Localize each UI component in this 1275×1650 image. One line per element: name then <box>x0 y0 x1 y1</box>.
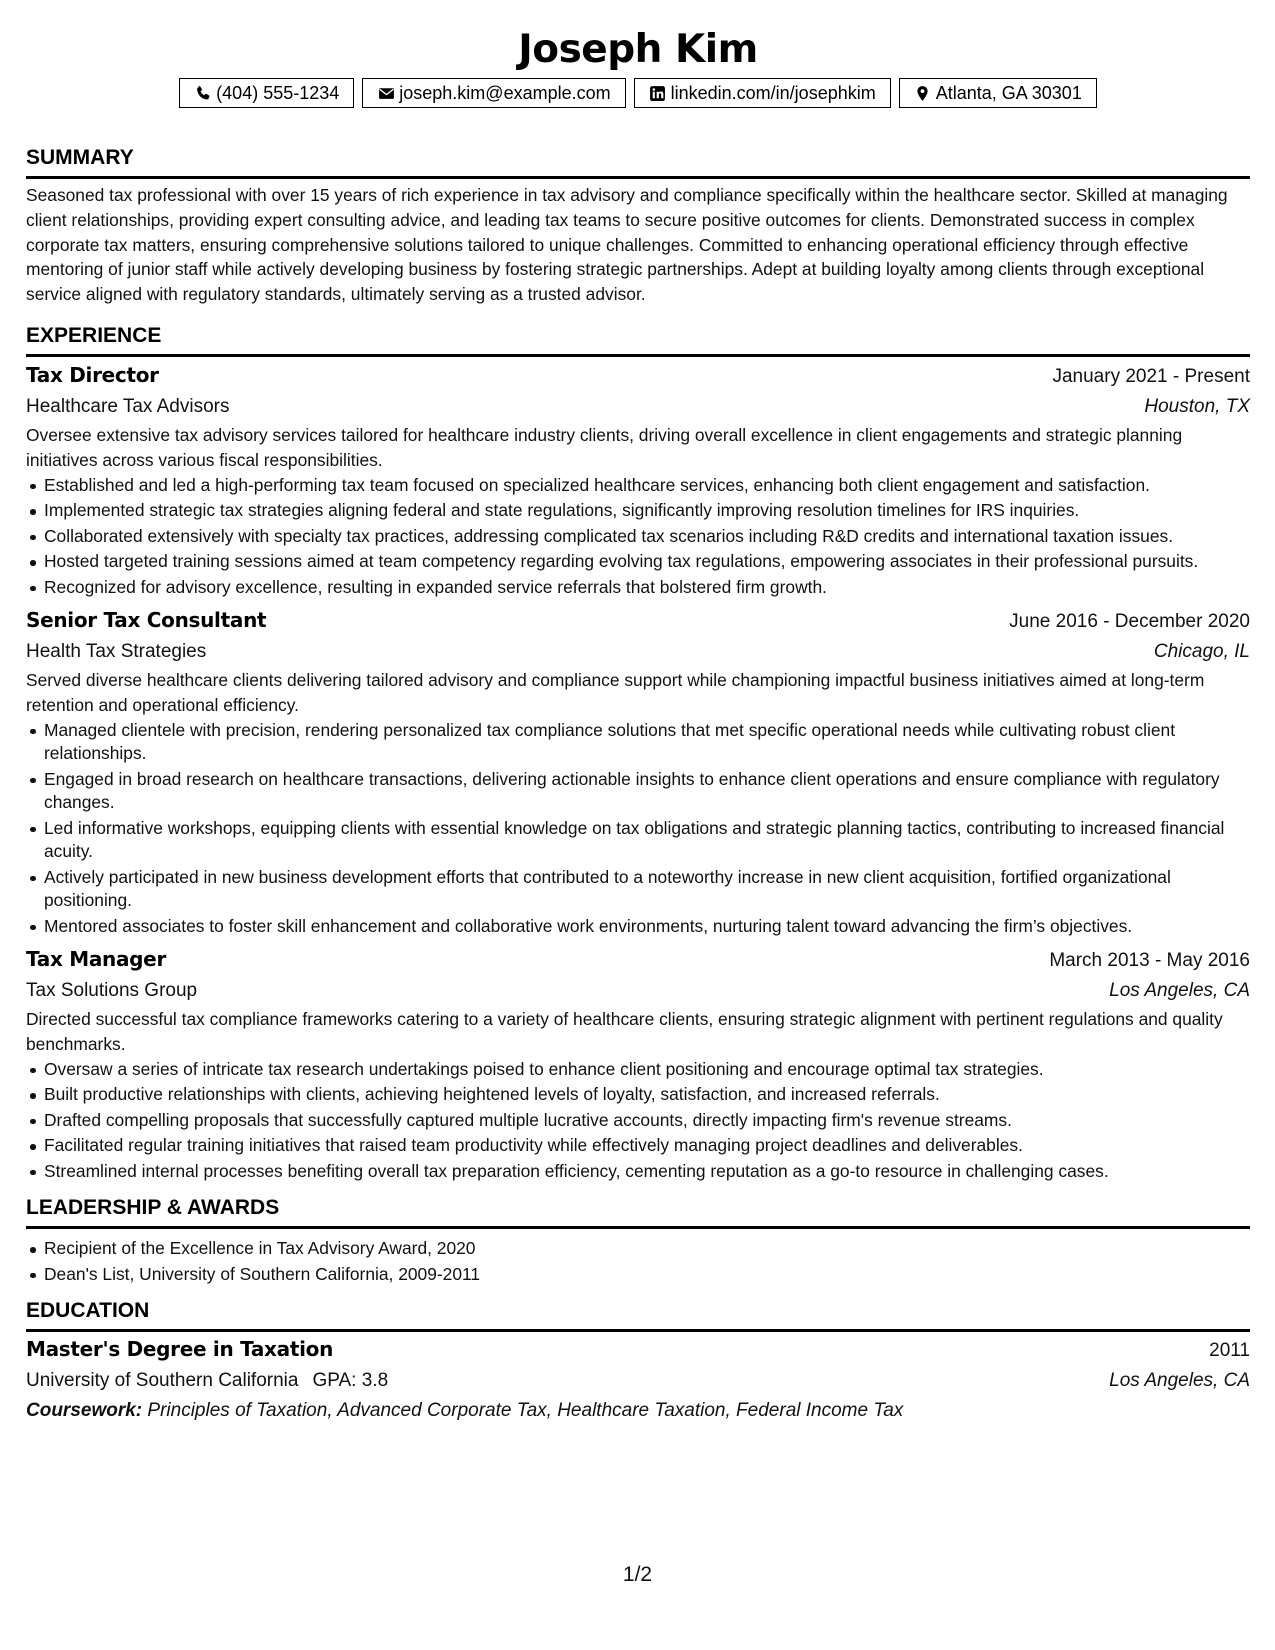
list-item: Facilitated regular training initiatives that raised team productivity while effectively managing project deadlines and deliverables. <box>44 1134 1250 1158</box>
job-dates: March 2013 - May 2016 <box>1049 950 1250 972</box>
job-company: Health Tax Strategies <box>26 641 207 663</box>
contact-email[interactable] <box>362 78 625 108</box>
school-line <box>26 1366 388 1396</box>
contact-phone[interactable] <box>179 78 354 108</box>
job-bullets <box>26 719 1250 939</box>
job-description: Directed successful tax compliance frameworks catering to a variety of healthcare clients, ensuring strategic alignment with pertinent regulations and quality benchmarks. <box>26 1009 1223 1054</box>
list-item: Recipient of the Excellence in Tax Advisory Award, 2020 <box>44 1237 1250 1261</box>
experience-section <box>26 323 1250 1183</box>
job-description: Oversee extensive tax advisory services tailored for healthcare industry clients, driving overall excellence in client engagements and strategic planning initiatives across various fiscal responsibilities. <box>26 424 1183 470</box>
job-company: Healthcare Tax Advisors <box>26 395 230 417</box>
resume-page <box>26 0 1250 1426</box>
list-item: Oversaw a series of intricate tax research undertakings poised to enhance client positioning and encourage optimal tax strategies. <box>44 1058 1250 1082</box>
summary-section <box>26 145 1250 307</box>
contact-bar <box>26 78 1250 108</box>
list-item: Led informative workshops, equipping clients with essential knowledge on tax obligations and strategic planning tactics, contributing to increased financial acuity. <box>44 817 1250 864</box>
linkedin-text: linkedin.com/in/josephkim <box>670 82 876 103</box>
location-text: Atlanta, GA 30301 <box>935 82 1082 103</box>
job-description: Served diverse healthcare clients delivering tailored advisory and compliance support while championing impactful business initiatives aimed at long-term retention and operational efficiency. <box>26 670 1205 715</box>
job-title: Senior Tax Consultant <box>26 608 267 633</box>
job-dates: January 2021 - Present <box>1052 365 1250 387</box>
job-entry <box>26 944 1250 1183</box>
school-location: Los Angeles, CA <box>1109 1370 1250 1392</box>
section-divider <box>26 1226 1250 1229</box>
coursework-list: Principles of Taxation, Advanced Corporate Tax, Healthcare Taxation, Federal Income Tax <box>147 1400 904 1422</box>
phone-icon <box>194 84 212 102</box>
candidate-name: Joseph Kim <box>518 27 758 72</box>
list-item: Managed clientele with precision, rendering personalized tax compliance solutions that met specific operational needs while cultivating robust client relationships. <box>44 719 1250 766</box>
linkedin-icon <box>649 84 667 102</box>
job-bullets <box>26 474 1250 600</box>
coursework-label: Coursework: <box>26 1400 143 1422</box>
section-divider <box>26 176 1250 179</box>
list-item: Built productive relationships with clients, achieving heightened levels of loyalty, satisfaction, and increased referrals. <box>44 1083 1250 1107</box>
map-pin-icon <box>914 84 932 102</box>
job-bullets <box>26 1058 1250 1184</box>
list-item: Dean's List, University of Southern California, 2009-2011 <box>44 1263 1250 1287</box>
page-number: 1/2 <box>622 1563 653 1586</box>
school-name: University of Southern California <box>26 1370 299 1392</box>
list-item: Implemented strategic tax strategies aligning federal and state regulations, significantly improving resolution timelines for IRS inquiries. <box>44 499 1250 523</box>
summary-title: SUMMARY <box>26 146 134 169</box>
experience-title: EXPERIENCE <box>26 323 162 347</box>
gpa: GPA: 3.8 <box>312 1370 389 1392</box>
job-company: Tax Solutions Group <box>26 980 198 1002</box>
leadership-section <box>26 1195 1250 1286</box>
list-item: Actively participated in new business development efforts that contributed to a noteworthy increase in new client acquisition, fortified organizational positioning. <box>44 866 1250 913</box>
email-text: joseph.kim@example.com <box>399 82 611 103</box>
graduation-year: 2011 <box>1209 1340 1250 1362</box>
list-item: Hosted targeted training sessions aimed at team competency regarding evolving tax regulations, empowering associates in their professional pursuits. <box>44 550 1250 574</box>
job-entry <box>26 360 1250 599</box>
job-location: Chicago, IL <box>1153 641 1250 663</box>
contact-location[interactable] <box>899 78 1097 108</box>
list-item: Streamlined internal processes benefiting overall tax preparation efficiency, cementing reputation as a go-to resource in challenging cases. <box>44 1160 1250 1184</box>
coursework <box>26 1396 1250 1426</box>
list-item: Drafted compelling proposals that successfully captured multiple lucrative accounts, directly impacting firm's revenue streams. <box>44 1109 1250 1133</box>
education-title: EDUCATION <box>26 1299 150 1323</box>
list-item: Recognized for advisory excellence, resulting in expanded service referrals that bolstered firm growth. <box>44 576 1250 600</box>
job-dates: June 2016 - December 2020 <box>1009 611 1250 633</box>
section-divider <box>26 1329 1250 1332</box>
phone-text: (404) 555-1234 <box>216 82 340 103</box>
list-item: Engaged in broad research on healthcare transactions, delivering actionable insights to enhance client operations and ensure compliance with regulatory changes. <box>44 768 1250 815</box>
list-item: Established and led a high-performing tax team focused on specialized healthcare services, enhancing both client engagement and satisfaction. <box>44 474 1250 498</box>
list-item: Mentored associates to foster skill enhancement and collaborative work environments, nurturing talent toward advancing the firm’s objectives. <box>44 915 1250 939</box>
summary-text: Seasoned tax professional with over 15 years of rich experience in tax advisory and compliance specifically within the healthcare sector. Skilled at managing client relationships, providing expert consulting advice, and leading tax teams to secure positive outcomes for clients. Demonstrated success in complex corporate tax matters, ensuring comprehensive solutions tailored to unique challenges. Committed to enhancing operational efficiency through effective mentoring of junior staff while actively developing business by fostering strategic partnerships. Adept at building loyalty among clients through exceptional service aligned with regulatory standards, ultimately serving as a trusted advisor. <box>26 185 1228 305</box>
job-title: Tax Director <box>26 362 159 387</box>
list-item: Collaborated extensively with specialty tax practices, addressing complicated tax scenarios including R&D credits and international taxation issues. <box>44 525 1250 549</box>
leadership-title: LEADERSHIP & AWARDS <box>26 1196 280 1220</box>
job-location: Los Angeles, CA <box>1109 980 1250 1002</box>
degree-title: Master's Degree in Taxation <box>26 1337 334 1362</box>
section-divider <box>26 354 1250 357</box>
education-section <box>26 1298 1250 1426</box>
envelope-icon <box>377 84 395 102</box>
job-location: Houston, TX <box>1144 395 1250 417</box>
award-list <box>26 1237 1250 1286</box>
contact-linkedin[interactable] <box>634 78 891 108</box>
job-title: Tax Manager <box>26 947 167 972</box>
job-entry <box>26 605 1250 938</box>
